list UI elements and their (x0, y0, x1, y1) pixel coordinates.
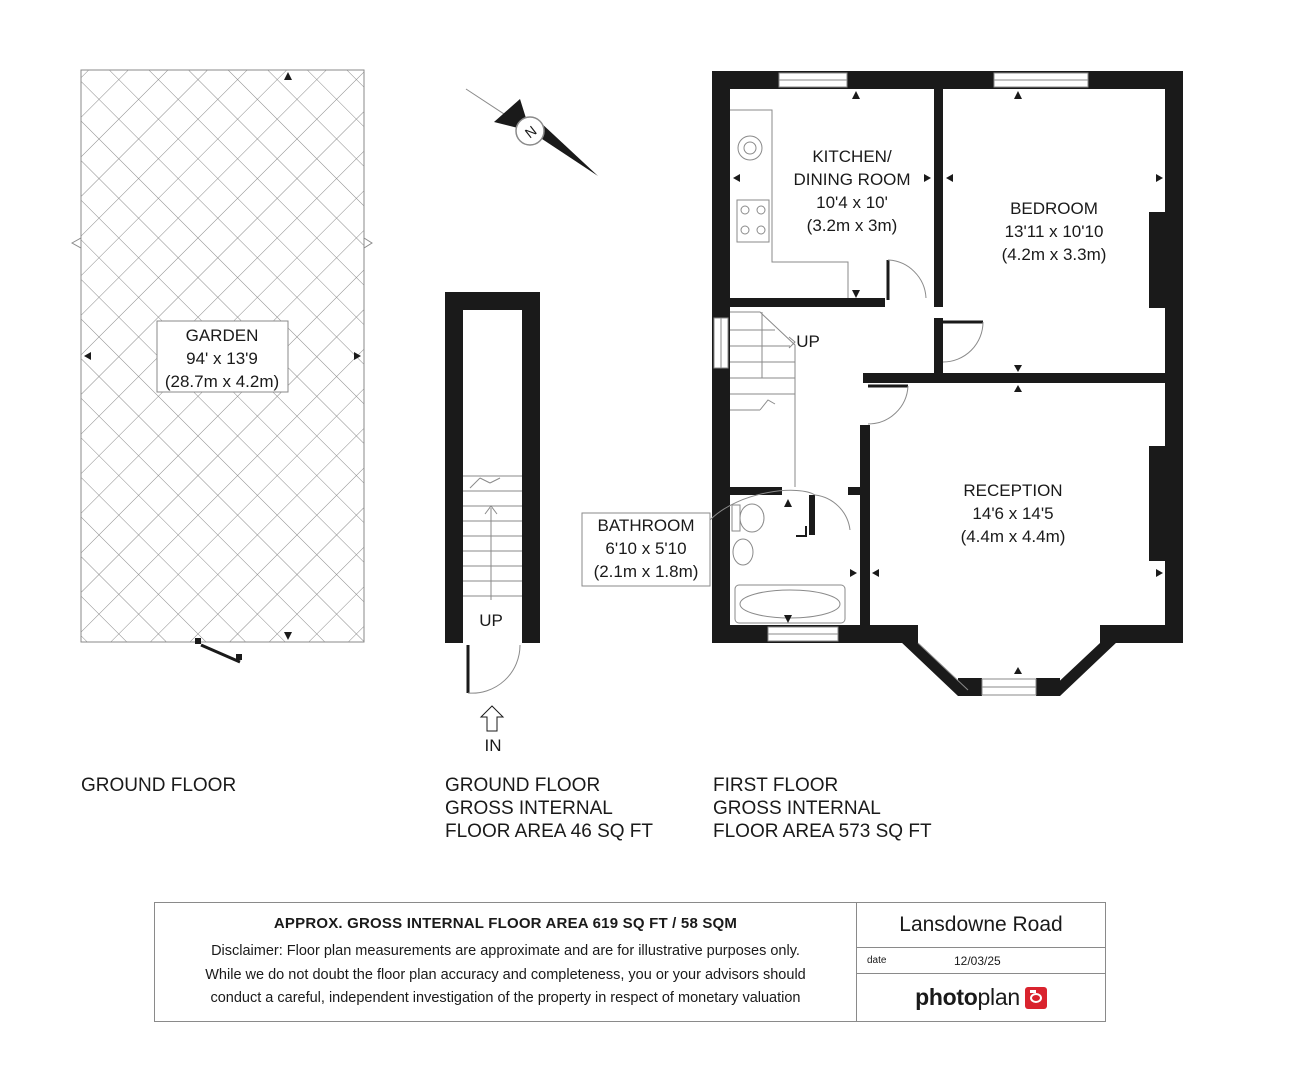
stairs-up-label-first: UP (796, 332, 820, 351)
bedroom-size-metric: (4.2m x 3.3m) (1001, 245, 1107, 264)
compass-icon (466, 89, 598, 176)
brand-wordmark (915, 984, 1020, 1011)
kitchen-name-line1: KITCHEN/ (812, 147, 892, 166)
first-floor-label-line3: FLOOR AREA 573 SQ FT (713, 821, 932, 842)
reception-name: RECEPTION (963, 481, 1063, 500)
ground-floor-area-label (445, 774, 653, 843)
kitchen-size-imperial: 10'4 x 10' (816, 193, 888, 212)
first-floor-label-line2: GROSS INTERNAL (713, 798, 881, 819)
date-row (857, 948, 1105, 974)
bathroom-name: BATHROOM (597, 516, 695, 535)
disclaimer-line: Disclaimer: Floor plan measurements are approximate and are for illustrative purposes only. (211, 943, 800, 959)
bathroom-size-metric: (2.1m x 1.8m) (593, 562, 699, 581)
ground-floor-label-line2: GROSS INTERNAL (445, 798, 613, 819)
reception-size-metric: (4.4m x 4.4m) (960, 527, 1066, 546)
info-disclaimer-section (155, 903, 857, 1021)
kitchen-size-metric: (3.2m x 3m) (806, 216, 898, 235)
property-address: Lansdowne Road (857, 903, 1105, 948)
disclaimer-text (155, 940, 856, 1011)
reception-size-imperial: 14'6 x 14'5 (972, 504, 1054, 523)
garden-size-metric: (28.7m x 4.2m) (164, 372, 280, 391)
first-floor-area-label (713, 774, 932, 843)
garden-size-imperial: 94' x 13'9 (186, 349, 258, 368)
disclaimer-line: While we do not doubt the floor plan accuracy and completeness, you or your advisors should (205, 966, 806, 983)
brand-wordmark-bold: photo (915, 984, 978, 1010)
garden-name: GARDEN (185, 326, 259, 345)
brand-wordmark-rest: plan (977, 984, 1020, 1010)
garden-floor-label-text: GROUND FLOOR (81, 775, 237, 796)
ground-floor-plan (445, 292, 540, 731)
compass-n-letter: N (521, 122, 540, 142)
first-floor-label-line1: FIRST FLOOR (713, 775, 839, 796)
camera-icon (1025, 987, 1047, 1009)
bathroom-size-imperial: 6'10 x 5'10 (605, 539, 687, 558)
date-value: 12/03/25 (954, 953, 1001, 968)
total-area-title: APPROX. GROSS INTERNAL FLOOR AREA 619 SQ FT / 58 SQM (273, 915, 738, 932)
entrance-label: IN (484, 736, 502, 755)
brand-logo (857, 974, 1105, 1021)
bedroom-size-imperial: 13'11 x 10'10 (1004, 222, 1104, 241)
garden-floor-label (81, 774, 236, 797)
kitchen-name-line2: DINING ROOM (793, 170, 911, 189)
ground-floor-label-line1: GROUND FLOOR (445, 775, 601, 796)
info-panel (154, 902, 1106, 1022)
bedroom-name: BEDROOM (1010, 199, 1098, 218)
info-meta-section (857, 903, 1105, 1021)
date-label: date (867, 955, 887, 966)
stairs-up-label-ground: UP (479, 611, 503, 630)
ground-floor-label-line3: FLOOR AREA 46 SQ FT (445, 821, 654, 842)
disclaimer-line: conduct a careful, independent investigation of the property in respect of monetary valuation (210, 990, 801, 1006)
